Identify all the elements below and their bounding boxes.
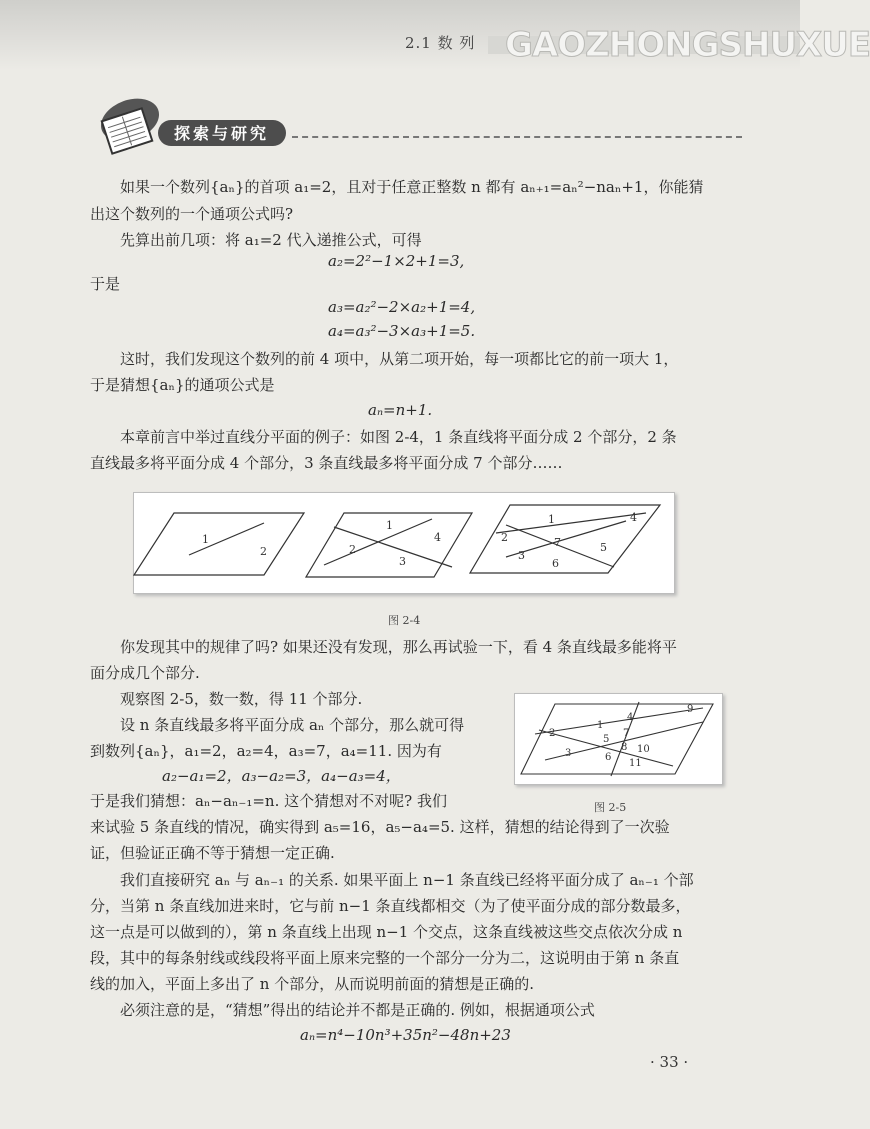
- equation: a₂−a₁=2，a₃−a₂=3，a₄−a₃=4，: [162, 767, 401, 785]
- text-line: 证，但验证正确不等于猜想一定正确.: [90, 844, 335, 862]
- text-line: 你发现其中的规律了吗? 如果还没有发现，那么再试验一下，看 4 条直线最多能将平: [120, 638, 677, 656]
- region-label: 5: [600, 541, 607, 554]
- text-line: 这时，我们发现这个数列的前 4 项中，从第二项开始，每一项都比它的前一项大 1，: [120, 350, 679, 368]
- banner-divider: [292, 136, 742, 138]
- text-line: 先算出前几项：将 a₁=2 代入递推公式，可得: [120, 231, 422, 249]
- plane: [521, 704, 713, 774]
- brand-watermark: GAOZHONGSHUXUE: [505, 25, 870, 65]
- region-label: 1: [202, 533, 209, 546]
- region-label: 1: [597, 720, 604, 731]
- region-label: 5: [603, 734, 610, 745]
- text-line: 分，当第 n 条直线加进来时，它与前 n−1 条直线都相交（为了使平面分成的部分数最多，: [90, 897, 691, 915]
- equation: aₙ=n+1.: [368, 401, 433, 419]
- section-label: 2.1 数 列: [405, 34, 476, 52]
- region-label: 2: [349, 543, 356, 556]
- region-label: 4: [630, 511, 637, 524]
- figure-2-5-drawing: [515, 694, 722, 784]
- text-line: 这一点是可以做到的），第 n 条直线上出现 n−1 个交点，这条直线被这些交点依次分成 n: [90, 923, 683, 941]
- text-line: 如果一个数列{aₙ}的首项 a₁=2，且对于任意正整数 n 都有 aₙ₊₁=aₙ²−naₙ+1，你能猜: [120, 178, 704, 196]
- text-line: 到数列{aₙ}，a₁=2，a₂=4，a₃=7，a₄=11. 因为有: [90, 742, 442, 760]
- region-label: 2: [260, 545, 267, 558]
- equation: a₃=a₂²−2×a₂+1=4,: [328, 298, 476, 316]
- region-label: 10: [637, 744, 650, 755]
- line-2b: [324, 519, 432, 565]
- figure-2-4-drawing: [134, 493, 674, 593]
- equation: aₙ=n⁴−10n³+35n²−48n+23: [300, 1026, 511, 1044]
- book-icon: [92, 92, 162, 162]
- text-line: 于是猜想{aₙ}的通项公式是: [90, 376, 275, 394]
- text-line: 出这个数列的一个通项公式吗?: [90, 205, 294, 223]
- figure-2-5: [514, 693, 723, 785]
- text-line: 我们直接研究 aₙ 与 aₙ₋₁ 的关系. 如果平面上 n−1 条直线已经将平面分成了 aₙ₋₁ 个部: [120, 871, 694, 889]
- equation: a₄=a₃²−3×a₃+1=5.: [328, 322, 476, 340]
- region-label: 2: [501, 531, 508, 544]
- region-label: 6: [605, 752, 612, 763]
- line-1: [189, 523, 264, 555]
- region-label: 7: [554, 536, 561, 549]
- figure-2-4: [133, 492, 675, 594]
- text-line: 观察图 2-5，数一数，得 11 个部分.: [120, 690, 363, 708]
- region-label: 2: [549, 728, 556, 739]
- text-line: 直线最多将平面分成 4 个部分，3 条直线最多将平面分成 7 个部分……: [90, 454, 563, 472]
- region-label: 7: [623, 728, 630, 739]
- region-label: 11: [629, 758, 642, 769]
- text-line: 设 n 条直线最多将平面分成 aₙ 个部分，那么就可得: [120, 716, 465, 734]
- text-line: 线的加入，平面上多出了 n 个部分，从而说明前面的猜想是正确的.: [90, 975, 534, 993]
- region-label: 3: [399, 555, 406, 568]
- region-label: 1: [548, 513, 555, 526]
- page-number: · 33 ·: [650, 1053, 689, 1071]
- text-line: 段，其中的每条射线或线段将平面上原来完整的一个部分一分为二，这说明由于第 n 条直: [90, 949, 680, 967]
- figure-2-5-caption: 图 2-5: [594, 801, 627, 814]
- region-label: 8: [621, 742, 628, 753]
- plane-1: [134, 513, 304, 575]
- text-line: 必须注意的是，“猜想”得出的结论并不都是正确的. 例如，根据通项公式: [120, 1001, 595, 1019]
- equation: a₂=2²−1×2+1=3,: [328, 252, 465, 270]
- region-label: 6: [552, 557, 559, 570]
- region-label: 3: [565, 748, 572, 759]
- text-line: 于是: [90, 275, 121, 293]
- text-line: 于是我们猜想：aₙ−aₙ₋₁=n. 这个猜想对不对呢? 我们: [90, 792, 447, 810]
- text-line: 本章前言中举过直线分平面的例子：如图 2-4，1 条直线将平面分成 2 个部分，2 条: [120, 428, 677, 446]
- text-line: 来试验 5 条直线的情况，确实得到 a₅=16，a₅−a₄=5. 这样，猜想的结论得到了一次验: [90, 818, 670, 836]
- figure-2-4-caption: 图 2-4: [388, 614, 421, 627]
- region-label: 3: [518, 549, 525, 562]
- region-label: 1: [386, 519, 393, 532]
- region-label: 4: [434, 531, 441, 544]
- region-label: 4: [627, 712, 634, 723]
- region-label: 9: [687, 704, 694, 715]
- line-a: [535, 708, 703, 734]
- banner-title: 探索与研究: [174, 124, 270, 143]
- text-line: 面分成几个部分.: [90, 664, 200, 682]
